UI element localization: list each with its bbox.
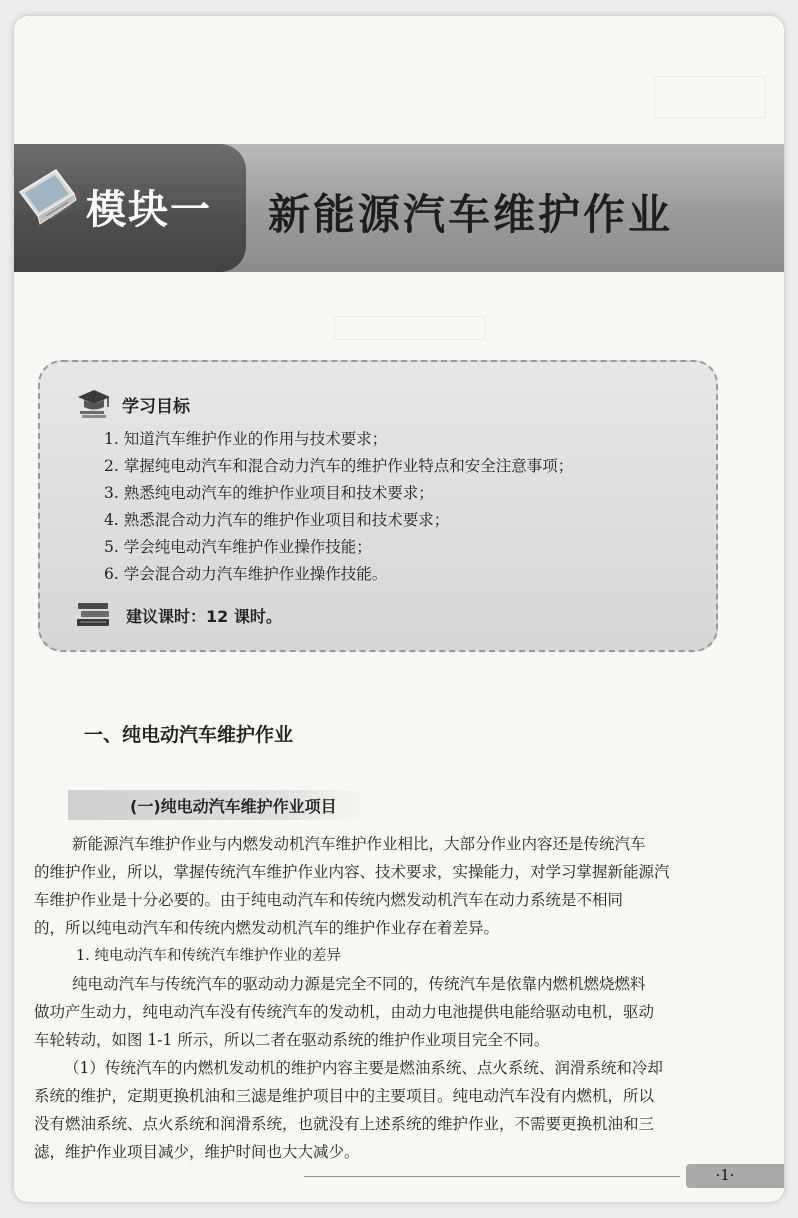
laptop-icon [16,164,78,230]
module-title: 新能源汽车维护作业 [268,190,674,239]
objective-item: 3. 熟悉纯电动汽车的维护作业项目和技术要求； [104,484,434,502]
bleed-through-box [334,316,486,340]
text-line: 的，所以纯电动汽车和传统内燃发动机汽车的维护作业存在着差异。 [34,919,500,937]
text-line: 系统的维护，定期更换机油和三滤是维护项目中的主要项目。纯电动汽车没有内燃机，所以 [34,1087,655,1105]
objective-item: 6. 学会混合动力汽车维护作业操作技能。 [104,565,388,583]
footer-rule [304,1176,680,1177]
page-number: ·1· [715,1166,735,1184]
text-line: 车维护作业是十分必要的。由于纯电动汽车和传统内燃发动机汽车在动力系统是不相同 [34,891,624,909]
page-number-tab [686,1164,784,1188]
book-page [14,16,784,1202]
suggested-hours [76,600,282,630]
learning-objectives-box [38,360,718,652]
text-line: 新能源汽车维护作业与内燃发动机汽车维护作业相比，大部分作业内容还是传统汽车 [72,835,646,853]
subsection-bar [68,790,364,820]
objective-item: 1. 知道汽车维护作业的作用与技术要求； [104,430,388,448]
text-line: 做功产生动力，纯电动汽车没有传统汽车的发动机，由动力电池提供电能给驱动电机，驱动 [34,1003,655,1021]
suggested-hours-text: 建议课时：12 课时。 [126,606,282,626]
text-line: 滤，维护作业项目减少，维护时间也大大减少。 [34,1143,360,1161]
module-banner [14,144,784,272]
text-line: （1）传统汽车的内燃机发动机的维护内容主要是燃油系统、点火系统、润滑系统和冷却 [64,1059,663,1077]
module-tab [14,144,246,272]
objectives-header [76,387,190,421]
module-label: 模块一 [86,187,212,233]
text-line: 没有燃油系统、点火系统和润滑系统，也就没有上述系统的维护作业，不需要更换机油和三 [34,1115,655,1133]
section-heading: 一、纯电动汽车维护作业 [84,724,294,746]
objective-item: 5. 学会纯电动汽车维护作业操作技能； [104,538,372,556]
text-line: 车轮转动，如图 1-1 所示，所以二者在驱动系统的维护作业项目完全不同。 [34,1031,550,1049]
body-text [34,830,746,1166]
objectives-list [104,426,573,588]
objective-item: 2. 掌握纯电动汽车和混合动力汽车的维护作业特点和安全注意事项； [104,457,574,475]
text-line: 纯电动汽车与传统汽车的驱动动力源是完全不同的，传统汽车是依靠内燃机燃烧燃料 [72,975,646,993]
text-line: 的维护作业，所以，掌握传统汽车维护作业内容、技术要求，实操能力，对学习掌握新能源汽 [34,863,670,881]
objective-item: 4. 熟悉混合动力汽车的维护作业项目和技术要求； [104,511,450,529]
numbered-heading: 1. 纯电动汽车和传统汽车维护作业的差异 [76,948,341,964]
graduation-cap-icon [76,387,112,421]
bleed-through-box [654,76,766,118]
subsection-heading: (一)纯电动汽车维护作业项目 [130,797,337,816]
objectives-title: 学习目标 [122,396,190,417]
books-icon [76,600,112,630]
